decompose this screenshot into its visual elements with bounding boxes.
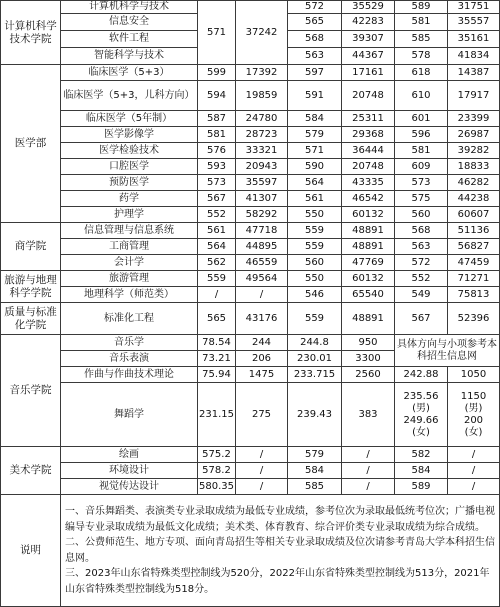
college-name: 音乐学院 bbox=[1, 335, 61, 447]
score-cell: 559 bbox=[288, 303, 342, 335]
rank-cell: 17161 bbox=[342, 65, 395, 81]
score-cell: 580.35 bbox=[198, 479, 236, 495]
rank-cell: 23399 bbox=[448, 111, 500, 127]
score-cell: 561 bbox=[288, 191, 342, 207]
rank-cell: 36444 bbox=[342, 143, 395, 159]
rank-cell: 47459 bbox=[448, 255, 500, 271]
major-name: 药学 bbox=[61, 191, 198, 207]
major-name: 地理科学（师范类） bbox=[61, 287, 198, 303]
score-cell: 578 bbox=[395, 48, 448, 65]
table-row bbox=[1, 447, 500, 463]
score-cell: 578.2 bbox=[198, 463, 236, 479]
note-item: 二、公费师范生、地方专项、面向青岛招生等相关专业录取成绩及位次请参考青岛大学本科招生信息网。 bbox=[65, 537, 495, 564]
rank-cell: 44238 bbox=[448, 191, 500, 207]
major-name: 音乐学 bbox=[61, 335, 198, 351]
dance-rank-male: 1150 bbox=[460, 390, 487, 402]
rank-cell: 950 bbox=[342, 335, 395, 351]
rank-cell: / bbox=[236, 447, 288, 463]
score-cell: 546 bbox=[288, 287, 342, 303]
score-cell: 549 bbox=[395, 287, 448, 303]
major-name: 护理学 bbox=[61, 207, 198, 223]
score-cell: 233.715 bbox=[288, 367, 342, 383]
score-cell: 73.21 bbox=[198, 351, 236, 367]
dance-rank-cell bbox=[448, 383, 500, 447]
score-cell: 589 bbox=[395, 479, 448, 495]
score-cell: 589 bbox=[395, 1, 448, 14]
rank-cell: 75813 bbox=[448, 287, 500, 303]
score-cell: 585 bbox=[288, 479, 342, 495]
table-row bbox=[1, 81, 500, 111]
score-cell: 231.15 bbox=[198, 383, 236, 447]
score-cell: 552 bbox=[395, 271, 448, 287]
major-name: 标准化工程 bbox=[61, 303, 198, 335]
score-cell: 571 bbox=[288, 143, 342, 159]
score-cell: 244.8 bbox=[288, 335, 342, 351]
rank-cell: 1050 bbox=[448, 367, 500, 383]
rank-cell: 58292 bbox=[236, 207, 288, 223]
major-name: 视觉传达设计 bbox=[61, 479, 198, 495]
score-cell: 573 bbox=[198, 175, 236, 191]
score-cell: 565 bbox=[288, 14, 342, 31]
rank-cell: 28723 bbox=[236, 127, 288, 143]
rank-cell: 43176 bbox=[236, 303, 288, 335]
score-cell: 593 bbox=[198, 159, 236, 175]
rank-cell: 51136 bbox=[448, 223, 500, 239]
score-cell: 594 bbox=[198, 81, 236, 111]
college-name: 医学部 bbox=[1, 65, 61, 223]
score-cell: 591 bbox=[288, 81, 342, 111]
rank-cell: 47769 bbox=[342, 255, 395, 271]
dance-score-cell bbox=[395, 383, 448, 447]
rank-cell: 43335 bbox=[342, 175, 395, 191]
rank-cell: 20748 bbox=[342, 81, 395, 111]
college-name: 质量与标准化学院 bbox=[1, 303, 61, 335]
major-name: 预防医学 bbox=[61, 175, 198, 191]
major-name: 信息管理与信息系统 bbox=[61, 223, 198, 239]
rank-cell: / bbox=[342, 479, 395, 495]
score-cell: 230.01 bbox=[288, 351, 342, 367]
table-row bbox=[1, 191, 500, 207]
rank-cell: 52396 bbox=[448, 303, 500, 335]
major-name: 计算机科学与技术 bbox=[61, 1, 198, 14]
major-name: 音乐表演 bbox=[61, 351, 198, 367]
dance-rank-male-label: (男) bbox=[464, 402, 483, 414]
table-row bbox=[1, 287, 500, 303]
score-cell: 561 bbox=[198, 223, 236, 239]
rank-cell: 60132 bbox=[342, 207, 395, 223]
score-cell: 575 bbox=[395, 191, 448, 207]
score-cell: 571 bbox=[198, 1, 236, 65]
score-cell: 572 bbox=[288, 1, 342, 14]
rank-cell: 46559 bbox=[236, 255, 288, 271]
score-cell: 609 bbox=[395, 159, 448, 175]
score-cell: 585 bbox=[395, 31, 448, 48]
rank-cell: 2560 bbox=[342, 367, 395, 383]
rank-cell: 206 bbox=[236, 351, 288, 367]
score-cell: 581 bbox=[198, 127, 236, 143]
rank-cell: 24780 bbox=[236, 111, 288, 127]
major-name: 绘画 bbox=[61, 447, 198, 463]
music-note-cell: 具体方向与小项参考本科招生信息网 bbox=[395, 335, 500, 367]
dance-rank-female-label: (女) bbox=[464, 426, 483, 438]
score-cell: 587 bbox=[198, 111, 236, 127]
score-cell: / bbox=[198, 287, 236, 303]
score-cell: 572 bbox=[395, 255, 448, 271]
dance-score-male-label: (男) bbox=[412, 402, 430, 414]
score-cell: 559 bbox=[288, 239, 342, 255]
table-row bbox=[1, 207, 500, 223]
score-cell: 568 bbox=[395, 223, 448, 239]
rank-cell: 49564 bbox=[236, 271, 288, 287]
score-cell: 75.94 bbox=[198, 367, 236, 383]
score-cell: 601 bbox=[395, 111, 448, 127]
college-name: 美术学院 bbox=[1, 447, 61, 495]
score-cell: 599 bbox=[198, 65, 236, 81]
rank-cell: 25311 bbox=[342, 111, 395, 127]
rank-cell: 244 bbox=[236, 335, 288, 351]
rank-cell: 33321 bbox=[236, 143, 288, 159]
rank-cell: 1475 bbox=[236, 367, 288, 383]
score-cell: 582 bbox=[395, 447, 448, 463]
score-cell: 560 bbox=[288, 255, 342, 271]
major-name: 医学检验技术 bbox=[61, 143, 198, 159]
rank-cell: 41834 bbox=[448, 48, 500, 65]
score-cell: 239.43 bbox=[288, 383, 342, 447]
rank-cell: 3300 bbox=[342, 351, 395, 367]
table-row bbox=[1, 143, 500, 159]
score-cell: 597 bbox=[288, 65, 342, 81]
major-name: 智能科学与技术 bbox=[61, 48, 198, 65]
rank-cell: 60132 bbox=[342, 271, 395, 287]
score-cell: 573 bbox=[395, 175, 448, 191]
score-cell: 565 bbox=[198, 303, 236, 335]
table-row bbox=[1, 479, 500, 495]
rank-cell: 35557 bbox=[448, 14, 500, 31]
major-name: 旅游管理 bbox=[61, 271, 198, 287]
score-cell: 579 bbox=[288, 127, 342, 143]
score-cell: 564 bbox=[288, 175, 342, 191]
rank-cell: 48891 bbox=[342, 239, 395, 255]
rank-cell: 44367 bbox=[342, 48, 395, 65]
dance-score-female-label: (女) bbox=[412, 426, 430, 438]
rank-cell: 60607 bbox=[448, 207, 500, 223]
college-name: 商学院 bbox=[1, 223, 61, 271]
score-cell: 575.2 bbox=[198, 447, 236, 463]
rank-cell: 19859 bbox=[236, 81, 288, 111]
score-cell: 550 bbox=[288, 271, 342, 287]
score-cell: 552 bbox=[198, 207, 236, 223]
rank-cell: 17917 bbox=[448, 81, 500, 111]
note-item: 三、2023年山东省特殊类型控制线为520分，2022年山东省特殊类型控制线为513分，2021年山东省特殊类型控制线为518分。 bbox=[65, 568, 490, 595]
score-cell: 581 bbox=[395, 143, 448, 159]
score-cell: 618 bbox=[395, 65, 448, 81]
rank-cell: 65540 bbox=[342, 287, 395, 303]
score-cell: 584 bbox=[395, 463, 448, 479]
rank-cell: 37242 bbox=[236, 1, 288, 65]
table-row bbox=[1, 1, 500, 14]
table-row bbox=[1, 271, 500, 287]
rank-cell: / bbox=[236, 463, 288, 479]
rank-cell: 39307 bbox=[342, 31, 395, 48]
rank-cell: 383 bbox=[342, 383, 395, 447]
score-cell: 567 bbox=[395, 303, 448, 335]
score-cell: 242.88 bbox=[395, 367, 448, 383]
score-cell: 560 bbox=[395, 207, 448, 223]
notes-heading: 说明 bbox=[1, 495, 61, 607]
score-cell: 559 bbox=[288, 223, 342, 239]
rank-cell: 71271 bbox=[448, 271, 500, 287]
rank-cell: 56827 bbox=[448, 239, 500, 255]
score-cell: 550 bbox=[288, 207, 342, 223]
score-cell: 562 bbox=[198, 255, 236, 271]
major-name: 临床医学（5+3，儿科方向） bbox=[61, 81, 198, 111]
rank-cell: 41307 bbox=[236, 191, 288, 207]
college-name: 旅游与地理科学学院 bbox=[1, 271, 61, 303]
rank-cell: 20748 bbox=[342, 159, 395, 175]
major-name: 临床医学（5+3） bbox=[61, 65, 198, 81]
score-cell: 590 bbox=[288, 159, 342, 175]
table-row bbox=[1, 335, 500, 351]
rank-cell: 42283 bbox=[342, 14, 395, 31]
major-name: 作曲与作曲技术理论 bbox=[61, 367, 198, 383]
notes-row bbox=[1, 495, 500, 607]
rank-cell: / bbox=[236, 479, 288, 495]
notes-body bbox=[61, 495, 500, 607]
table-row bbox=[1, 463, 500, 479]
dance-score-female: 249.66 bbox=[403, 414, 439, 426]
rank-cell: 44895 bbox=[236, 239, 288, 255]
score-cell: 559 bbox=[198, 271, 236, 287]
rank-cell: 46282 bbox=[448, 175, 500, 191]
score-cell: 610 bbox=[395, 81, 448, 111]
table-row bbox=[1, 111, 500, 127]
major-name: 会计学 bbox=[61, 255, 198, 271]
major-name: 信息安全 bbox=[61, 14, 198, 31]
rank-cell: 39282 bbox=[448, 143, 500, 159]
score-cell: 568 bbox=[288, 31, 342, 48]
score-cell: 581 bbox=[395, 14, 448, 31]
rank-cell: 46542 bbox=[342, 191, 395, 207]
college-name: 计算机科学技术学院 bbox=[1, 1, 61, 65]
major-name: 软件工程 bbox=[61, 31, 198, 48]
score-cell: 567 bbox=[198, 191, 236, 207]
rank-cell: 48891 bbox=[342, 223, 395, 239]
rank-cell: 31751 bbox=[448, 1, 500, 14]
rank-cell: 20943 bbox=[236, 159, 288, 175]
table-row bbox=[1, 383, 500, 447]
rank-cell: 47718 bbox=[236, 223, 288, 239]
table-row bbox=[1, 303, 500, 335]
score-cell: 564 bbox=[198, 239, 236, 255]
rank-cell: 35161 bbox=[448, 31, 500, 48]
table-row bbox=[1, 65, 500, 81]
rank-cell: 14387 bbox=[448, 65, 500, 81]
major-name: 舞蹈学 bbox=[61, 383, 198, 447]
dance-score-male: 235.56 bbox=[403, 390, 439, 402]
table-row bbox=[1, 175, 500, 191]
rank-cell: 48891 bbox=[342, 303, 395, 335]
note-item: 一、音乐舞蹈类、表演类专业录取成绩为最低专业成绩，参考位次为录取最低统考位次；广播电视编导专业录取成绩为最低文化成绩；美术类、体育教育、综合评价类专业录取成绩为综合成绩。 bbox=[65, 506, 495, 533]
score-cell: 579 bbox=[288, 447, 342, 463]
rank-cell: 35529 bbox=[342, 1, 395, 14]
rank-cell: 17392 bbox=[236, 65, 288, 81]
dance-rank-female: 200 bbox=[463, 414, 484, 426]
score-cell: 584 bbox=[288, 463, 342, 479]
rank-cell: 35597 bbox=[236, 175, 288, 191]
table-row bbox=[1, 239, 500, 255]
table-row bbox=[1, 223, 500, 239]
rank-cell: 275 bbox=[236, 383, 288, 447]
rank-cell: / bbox=[448, 463, 500, 479]
major-name: 环境设计 bbox=[61, 463, 198, 479]
score-cell: 78.54 bbox=[198, 335, 236, 351]
rank-cell: 18833 bbox=[448, 159, 500, 175]
major-name: 医学影像学 bbox=[61, 127, 198, 143]
rank-cell: / bbox=[342, 447, 395, 463]
rank-cell: / bbox=[448, 447, 500, 463]
major-name: 临床医学（5年制） bbox=[61, 111, 198, 127]
rank-cell: / bbox=[342, 463, 395, 479]
rank-cell: / bbox=[236, 287, 288, 303]
rank-cell: 26987 bbox=[448, 127, 500, 143]
score-cell: 563 bbox=[288, 48, 342, 65]
rank-cell: 29368 bbox=[342, 127, 395, 143]
rank-cell: / bbox=[448, 479, 500, 495]
major-name: 工商管理 bbox=[61, 239, 198, 255]
score-cell: 576 bbox=[198, 143, 236, 159]
major-name: 口腔医学 bbox=[61, 159, 198, 175]
table-row bbox=[1, 367, 500, 383]
score-cell: 596 bbox=[395, 127, 448, 143]
table-row bbox=[1, 159, 500, 175]
score-cell: 563 bbox=[395, 239, 448, 255]
table-row bbox=[1, 127, 500, 143]
table-row bbox=[1, 255, 500, 271]
score-cell: 584 bbox=[288, 111, 342, 127]
